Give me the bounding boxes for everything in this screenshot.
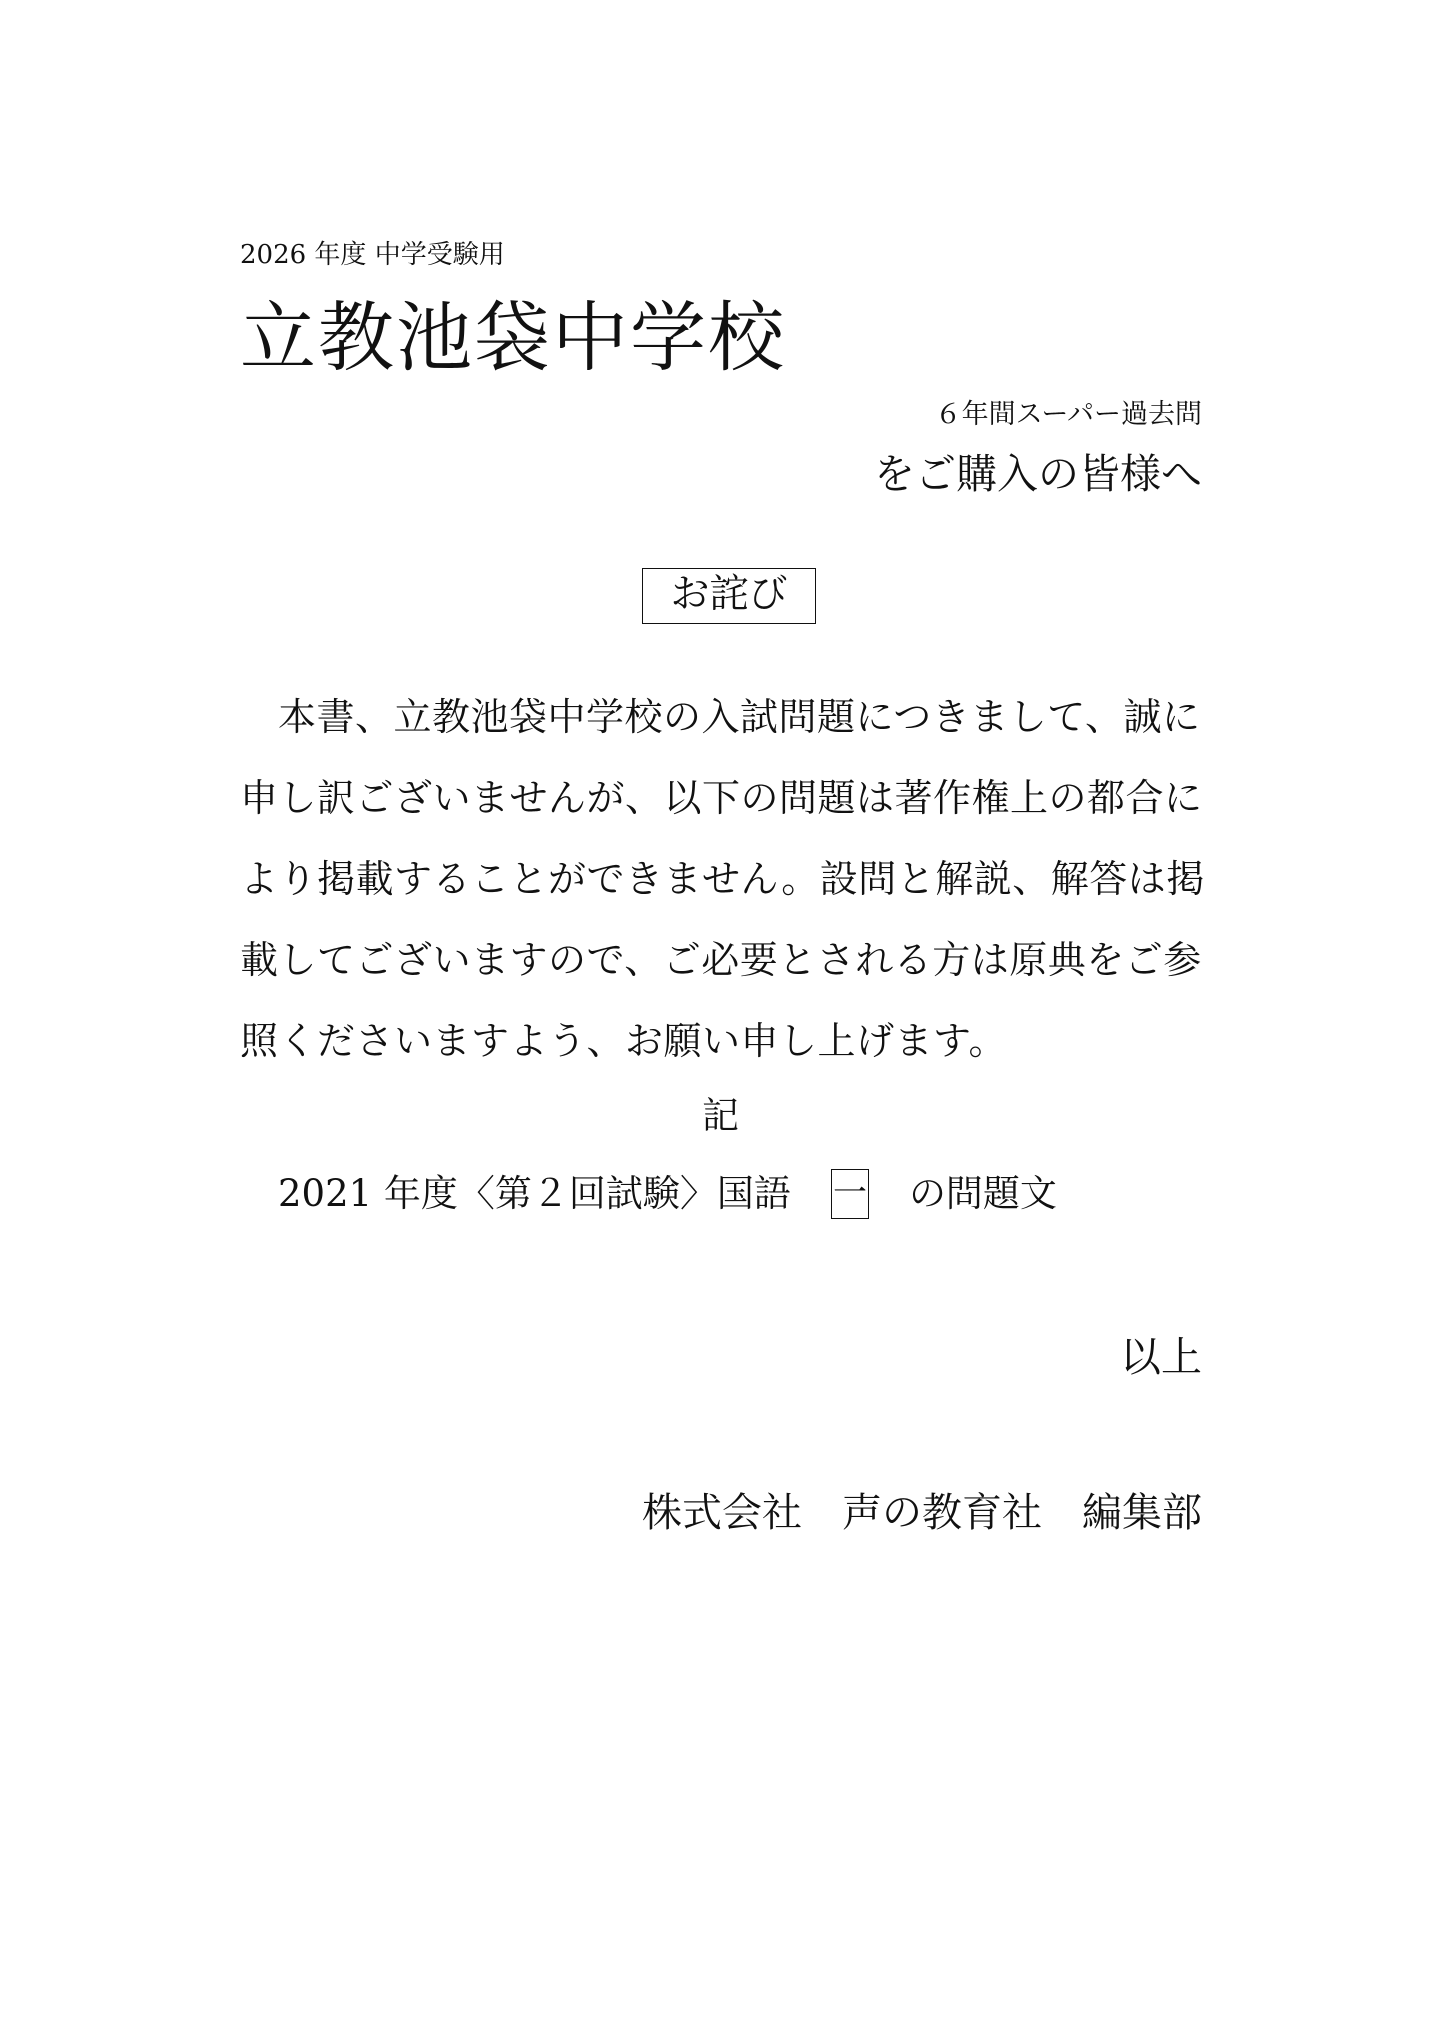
school-title: 立教池袋中学校 [240,293,786,382]
section-number-box: 一 [831,1169,869,1219]
edition-label: 2026 年度 中学受験用 [240,240,505,270]
record-heading: 記 [702,1094,739,1137]
body-line: 本書、立教池袋中学校の入試問題につきまして、誠に [278,695,1201,739]
body-line: 申し訳ございませんが、以下の問題は著作権上の都合に [240,776,1203,820]
apology-body [240,690,1204,1095]
body-line: 照くださいますよう、お願い申し上げます。 [240,1019,1007,1063]
omitted-item [278,1168,1057,1220]
addressee-line: をご購入の皆様へ [874,450,1202,498]
body-line: より掲載することができません。設問と解説、解答は掲 [240,857,1205,901]
omitted-item-exam: 2021 年度〈第２回試験〉国語 [278,1172,791,1215]
apology-title: お詫び [642,568,816,624]
omitted-item-suffix: の問題文 [908,1172,1057,1215]
publisher-signature: 株式会社 声の教育社 編集部 [642,1490,1202,1536]
end-mark: 以上 [1120,1333,1202,1381]
product-name: ６年間スーパー過去問 [934,399,1202,430]
body-line: 載してございますので、ご必要とされる方は原典をご参 [240,938,1202,982]
